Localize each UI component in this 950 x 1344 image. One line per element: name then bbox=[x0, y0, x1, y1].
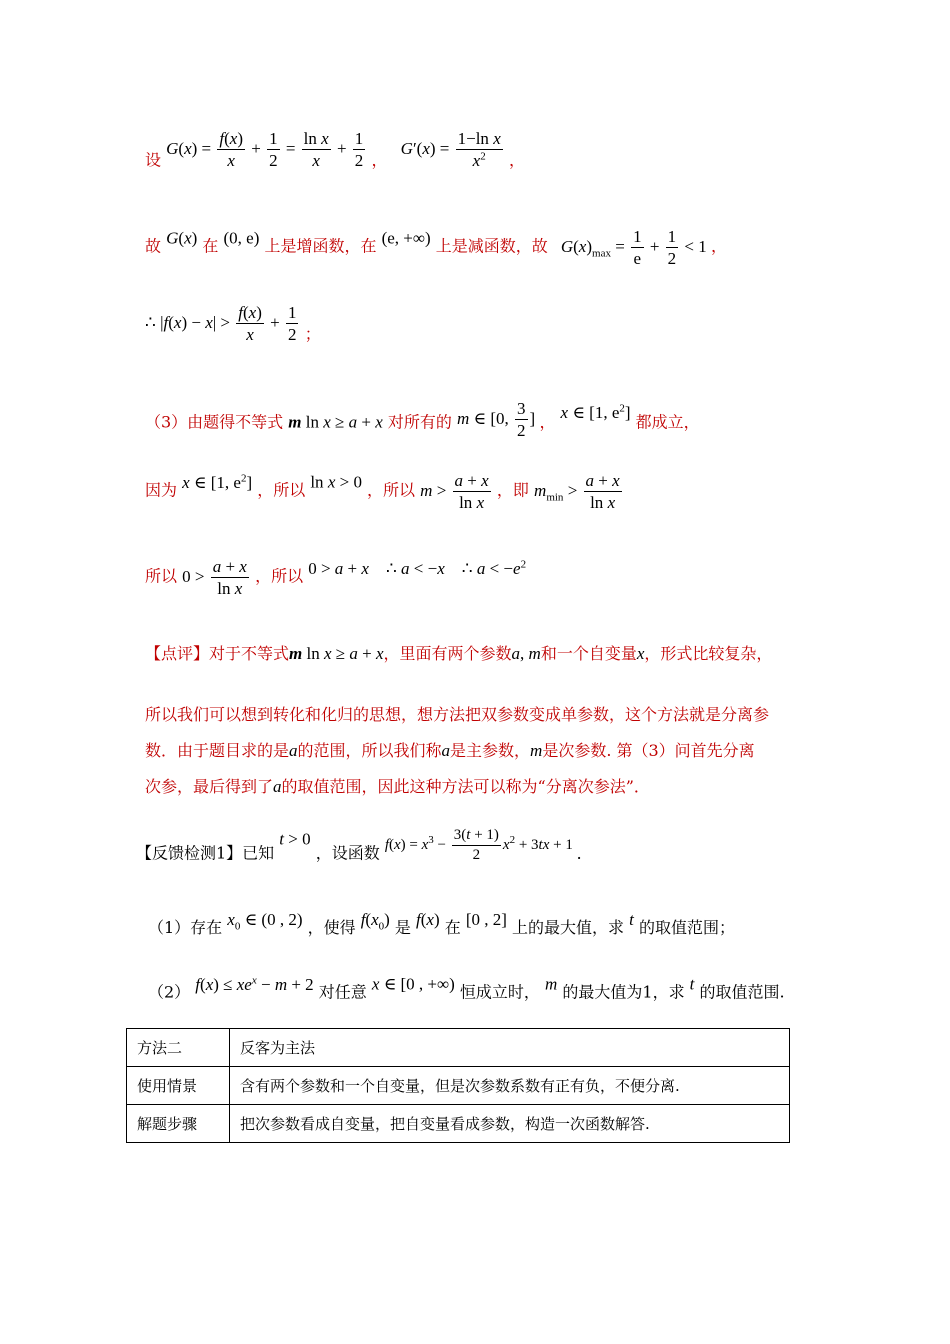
comment-text: 是主参数， bbox=[450, 741, 531, 760]
formula-G: G(x) = $\frac{f(x)}{x}$ + $\frac{1}{2}$ = $\frac{\text{ln x}}{x}$ + $\frac{1}{2}$ bbox=[166, 129, 364, 171]
formula-t: t bbox=[689, 974, 695, 994]
comment-line-3 bbox=[145, 733, 815, 769]
formula-m-range: m ∈ [0, $\frac{3}{2}$ ] bbox=[456, 399, 540, 441]
formula-am-2: , m bbox=[520, 644, 541, 663]
comment-text: ，形式比较复杂， bbox=[644, 644, 773, 663]
text-comma: ， bbox=[508, 150, 525, 170]
comment-text: 数．由于题目求的是 bbox=[145, 741, 290, 760]
q2-label: （2） bbox=[148, 982, 191, 1002]
formula-interval-e-inf: (e, +∞) bbox=[381, 228, 431, 248]
formula-x: x bbox=[636, 644, 645, 663]
feedback-q1 bbox=[148, 910, 735, 937]
comment-text: 和一个自变量 bbox=[540, 644, 637, 663]
text-namely: ，即 bbox=[496, 480, 529, 500]
text-range: 的取值范围； bbox=[638, 918, 735, 937]
formula-ineq: m ln x ≥ a + x bbox=[289, 644, 384, 663]
formula-mlnx-rest: ln x ≥ a + x bbox=[301, 412, 383, 432]
table-cell-value: 把次参数看成自变量，把自变量看成参数，构造一次函数解答. bbox=[230, 1105, 790, 1143]
text-is: 是 bbox=[394, 918, 411, 937]
formula-lnx-pos: ln x > 0 bbox=[310, 472, 362, 492]
text-gu: 故 bbox=[145, 236, 162, 256]
formula-a: a bbox=[289, 741, 298, 760]
text-on: 在 bbox=[444, 918, 461, 937]
text-so: ，所以 bbox=[255, 566, 304, 586]
text-semicolon: ； bbox=[304, 324, 321, 344]
formula-zero-gt: 0 > $\frac{a + x}{\text{ln x}}$ bbox=[182, 557, 247, 599]
formula-t-pos: t > 0 bbox=[279, 829, 311, 849]
formula-a: a bbox=[441, 741, 451, 760]
method-table bbox=[126, 1028, 790, 1143]
text-for-all: 对所有的 bbox=[387, 412, 452, 432]
text-decreasing: 上是减函数，故 bbox=[435, 236, 548, 256]
comment-tag: 【点评】 bbox=[145, 644, 210, 663]
formula-m-gt: m > $\frac{a + x}{\text{ln x}}$ bbox=[420, 471, 489, 513]
formula-ineq-2: $f(x) \le xe^x - m + 2$ bbox=[195, 974, 314, 994]
formula-fx: f(x) bbox=[416, 910, 440, 929]
text-so: ，所以 bbox=[367, 480, 416, 500]
feedback-title bbox=[136, 826, 593, 865]
line-therefore bbox=[145, 302, 321, 346]
comment-line-2: 所以我们可以想到转化和化归的思想，想方法把双参数变成单参数，这个方法就是分离参 bbox=[145, 705, 770, 724]
table-cell-key: 方法二 bbox=[127, 1029, 230, 1067]
text-period: ． bbox=[576, 843, 593, 863]
text-max-is-1: 的最大值为1，求 bbox=[562, 982, 685, 1002]
text-holds-when: 恒成立时， bbox=[459, 982, 540, 1002]
formula-interval-0e: (0, e) bbox=[223, 228, 260, 248]
text-comma: ， bbox=[711, 236, 728, 256]
table-cell-value: 含有两个参数和一个自变量，但是次参数系数有正有负，不便分离. bbox=[230, 1067, 790, 1105]
formula-Gmax: $G(x)_{max}$ = $\frac{1}{e}$ + $\frac{1}{2}$ < 1 bbox=[560, 227, 711, 269]
formula-G-prime: G′(x) = $\frac{\text{1−ln x}}{x^2}$ bbox=[400, 129, 501, 171]
formula-x-range: x ∈ [1, $e^2$] bbox=[560, 402, 631, 422]
formula-interval-02: [0 , 2] bbox=[465, 910, 507, 929]
line-monotonic bbox=[145, 226, 727, 270]
line-because bbox=[145, 470, 624, 514]
comment-paragraph bbox=[145, 636, 815, 805]
table-row bbox=[127, 1067, 790, 1105]
formula-mmin-gt: $m_{min}$ > $\frac{a + x}{\text{ln x}}$ bbox=[534, 471, 620, 513]
text-because: 因为 bbox=[145, 480, 178, 500]
table-row bbox=[127, 1029, 790, 1067]
text-max-value: 上的最大值，求 bbox=[512, 918, 625, 937]
text-such-that: ，使得 bbox=[307, 918, 356, 937]
comment-text: 的范围，所以我们称 bbox=[297, 741, 442, 760]
formula-m: m bbox=[545, 974, 558, 994]
formula-a: a bbox=[273, 777, 282, 796]
line-define-G bbox=[145, 128, 525, 172]
line-conclusion bbox=[145, 556, 526, 600]
text-so: 所以 bbox=[145, 566, 178, 586]
text-increasing: 上是增函数，在 bbox=[264, 236, 377, 256]
formula-interval-0inf: x ∈ [0 , +∞) bbox=[371, 974, 455, 994]
formula-abs-ineq: ∴ |f(x) − x| > $\frac{f(x)}{x}$ + $\frac{1}{2}$ bbox=[145, 303, 297, 345]
formula-x-range-2: x ∈ [1, $e^2$] bbox=[182, 472, 253, 492]
formula-Gx: G(x) bbox=[166, 228, 198, 248]
comment-text: 是次参数. 第（3）问首先分离 bbox=[542, 741, 755, 760]
feedback-label: 【反馈检测1】已知 bbox=[136, 843, 275, 863]
formula-f-def: $f(x) = x^3$ − $\frac{3(t + 1)}{2}$ $x^2 + 3tx + 1$ bbox=[384, 827, 577, 863]
text-for-any: 对任意 bbox=[318, 982, 367, 1002]
text-comma: ， bbox=[371, 150, 388, 170]
text-part3-intro: （3）由题得不等式 bbox=[145, 412, 284, 432]
formula-t: t bbox=[629, 910, 634, 929]
formula-final: 0 > a + x ∴ a < −x ∴ $a < -e^2$ bbox=[308, 558, 527, 578]
line-part3 bbox=[145, 398, 700, 442]
q1-label: （1）存在 bbox=[148, 918, 223, 937]
text-holds: 都成立， bbox=[635, 412, 700, 432]
comment-line-1 bbox=[145, 636, 815, 672]
text-range: 的取值范围. bbox=[699, 982, 785, 1002]
table-cell-value: 反客为主法 bbox=[230, 1029, 790, 1067]
feedback-q2 bbox=[148, 974, 785, 1002]
comment-text: 的取值范围，因此这种方法可以称为“分离次参法”． bbox=[281, 777, 650, 796]
comment-text: ，里面有两个参数 bbox=[383, 644, 512, 663]
formula-fx0: $f(x_0)$ bbox=[360, 910, 390, 933]
text-zai: 在 bbox=[202, 236, 219, 256]
formula-mlnx: m bbox=[288, 412, 302, 432]
text-comma: ， bbox=[539, 412, 556, 432]
text-so: ，所以 bbox=[257, 480, 306, 500]
formula-x0-range: $x_0$ ∈ (0 , 2) bbox=[227, 910, 303, 933]
comment-line-4 bbox=[145, 769, 815, 805]
text-she: 设 bbox=[145, 150, 162, 170]
formula-am: a bbox=[511, 644, 521, 663]
table-cell-key: 解题步骤 bbox=[127, 1105, 230, 1143]
table-row bbox=[127, 1105, 790, 1143]
text-define-function: ，设函数 bbox=[315, 843, 380, 863]
comment-text: 对于不等式 bbox=[209, 644, 290, 663]
formula-m: m bbox=[530, 741, 543, 760]
comment-text: 次参，最后得到了 bbox=[145, 777, 274, 796]
table-cell-key: 使用情景 bbox=[127, 1067, 230, 1105]
